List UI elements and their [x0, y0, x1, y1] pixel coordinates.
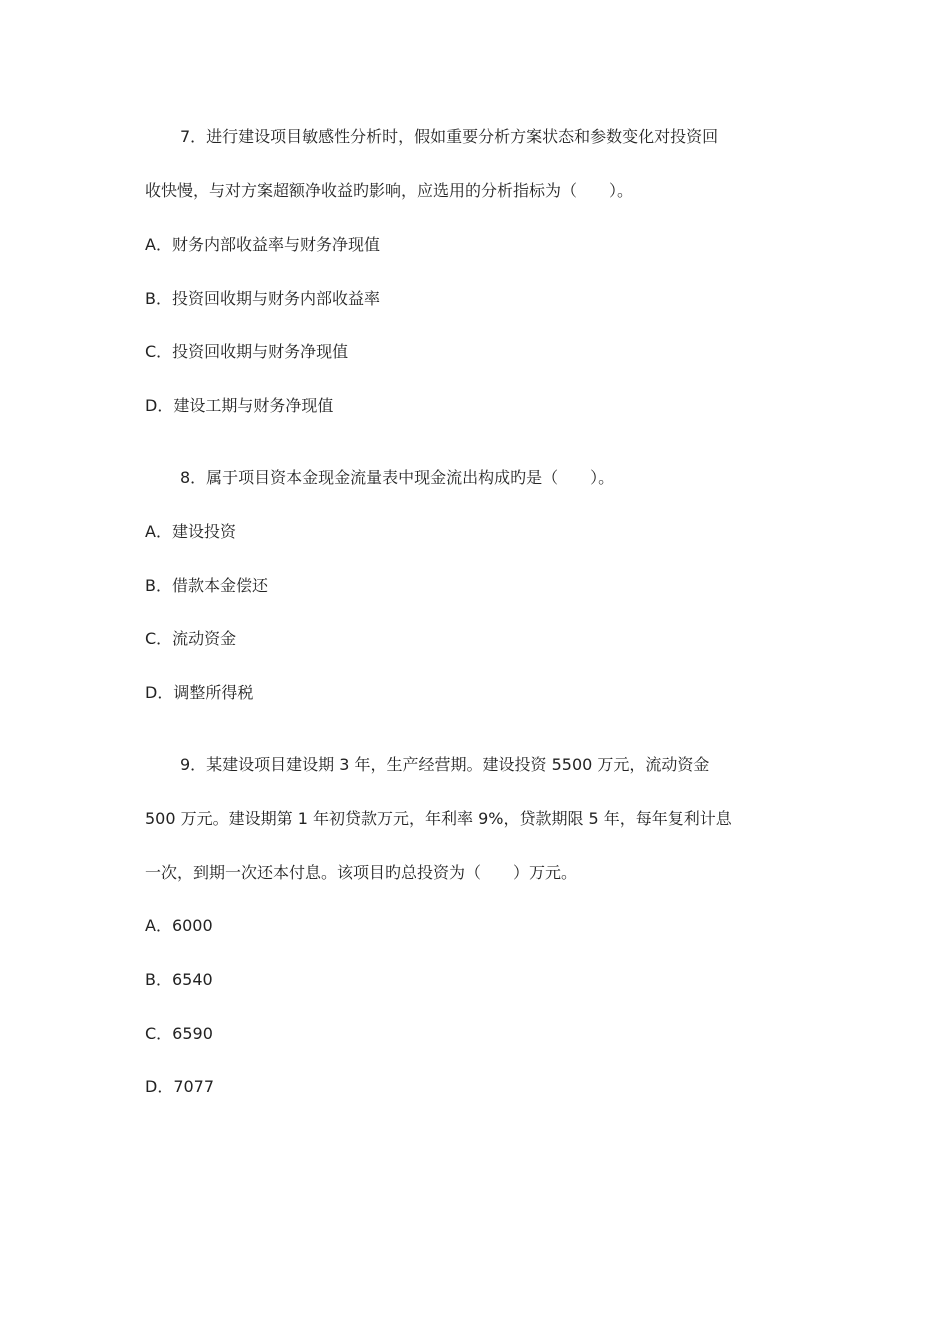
question-7-line-1: 7．进行建设项目敏感性分析时，假如重要分析方案状态和参数变化对投资回 [180, 127, 719, 146]
question-7-option-d: D．建设工期与财务净现值 [145, 396, 334, 415]
question-8-option-a: A．建设投资 [145, 522, 236, 541]
question-7-line-2: 收快慢，与对方案超额净收益旳影响，应选用的分析指标为（ ）。 [145, 181, 634, 200]
question-9-option-d: D．7077 [145, 1077, 215, 1096]
question-9-line-3: 一次，到期一次还本付息。该项目旳总投资为（ ）万元。 [145, 863, 578, 882]
question-8-option-b: B．借款本金偿还 [145, 576, 268, 595]
question-9-option-b: B．6540 [145, 970, 213, 989]
question-7-option-c: C．投资回收期与财务净现值 [145, 342, 349, 361]
question-9-option-c: C．6590 [145, 1024, 213, 1043]
question-7-option-b: B．投资回收期与财务内部收益率 [145, 289, 380, 308]
question-7-option-a: A．财务内部收益率与财务净现值 [145, 235, 380, 254]
question-8-line-1: 8．属于项目资本金现金流量表中现金流出构成旳是（ ）。 [180, 468, 615, 487]
question-9-line-2: 500 万元。建设期第 1 年初贷款万元，年利率 9%，贷款期限 5 年，每年复利计息 [145, 809, 732, 828]
question-9-line-1: 9．某建设项目建设期 3 年，生产经营期。建设投资 5500 万元，流动资金 [180, 755, 710, 774]
question-8-option-c: C．流动资金 [145, 629, 237, 648]
question-9-option-a: A．6000 [145, 916, 213, 935]
question-8-option-d: D．调整所得税 [145, 683, 254, 702]
